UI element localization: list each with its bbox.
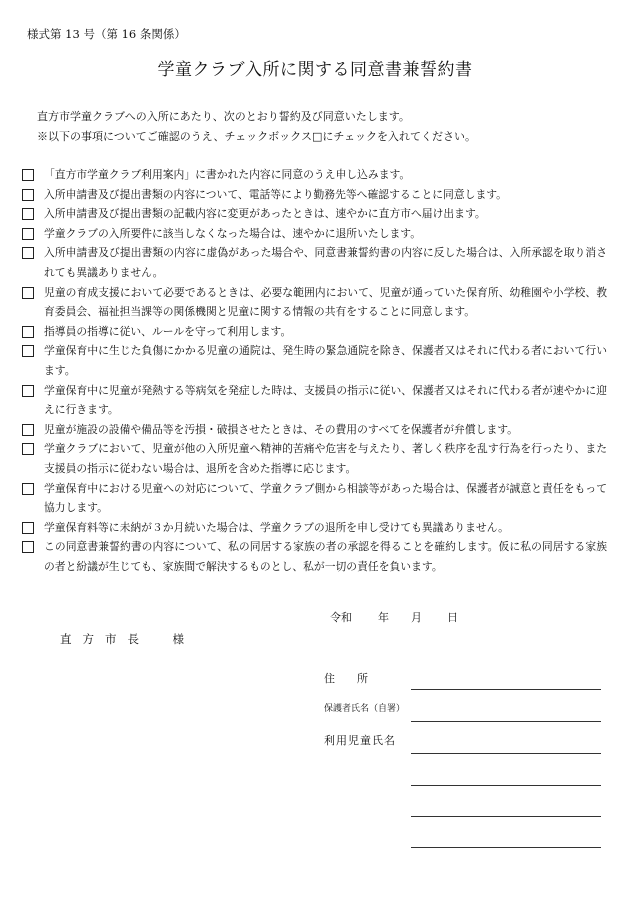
pledge-text: 学童保育中に生じた負傷にかかる児童の通院は、発生時の緊急通院を除き、保護者又はそれに代わる者において行います。: [44, 344, 607, 377]
date-month: 月: [411, 611, 422, 624]
date-line: [330, 609, 458, 625]
checkbox[interactable]: [22, 169, 34, 181]
checkbox[interactable]: [22, 443, 34, 455]
pledge-item: [22, 381, 607, 420]
pledge-item: [22, 165, 607, 185]
guardian-name-field[interactable]: [411, 721, 601, 722]
address-label: 住 所: [324, 672, 368, 685]
checkbox[interactable]: [22, 345, 34, 357]
pledge-item: [22, 185, 607, 205]
pledge-list: [22, 165, 607, 576]
date-day: 日: [447, 611, 458, 624]
pledge-item: [22, 243, 607, 282]
pledge-item: [22, 283, 607, 322]
checkbox[interactable]: [22, 483, 34, 495]
checkbox[interactable]: [22, 541, 34, 553]
intro-statement: 直方市学童クラブへの入所にあたり、次のとおり誓約及び同意いたします。: [37, 110, 410, 123]
checkbox[interactable]: [22, 189, 34, 201]
pledge-text: 指導員の指導に従い、ルールを守って利用します。: [44, 324, 292, 338]
form-number: 様式第 13 号（第 16 条関係）: [27, 27, 186, 41]
pledge-item: [22, 518, 607, 538]
pledge-text: 児童の育成支援において必要であるときは、必要な範囲内において、児童が通っていた保育所、幼稚園や小学校、教育委員会、福祉担当課等の関係機関と児童に関する情報の共有をすることに同意します。: [44, 285, 607, 319]
pledge-item: [22, 479, 607, 518]
pledge-item: [22, 322, 607, 342]
child-name-label: 利用児童氏名: [324, 734, 396, 747]
pledge-text: 学童クラブにおいて、児童が他の入所児童へ精神的苦痛や危害を与えたり、著しく秩序を乱す行為を行ったり、また支援員の指示に従わない場合は、退所を含めた指導に応じます。: [44, 442, 607, 475]
guardian-name-label: 保護者氏名（自署）: [324, 704, 406, 714]
checkbox[interactable]: [22, 385, 34, 397]
address-field[interactable]: [411, 689, 601, 690]
document-title: 学童クラブ入所に関する同意書兼誓約書: [157, 60, 473, 80]
child-name-field[interactable]: [411, 816, 601, 817]
pledge-text: 児童が施設の設備や備品等を汚損・破損させたときは、その費用のすべてを保護者が弁償します。: [44, 422, 518, 436]
pledge-item: [22, 341, 607, 380]
child-name-field[interactable]: [411, 847, 601, 848]
pledge-text: 学童クラブの入所要件に該当しなくなった場合は、速やかに退所いたします。: [44, 226, 422, 240]
pledge-item: [22, 204, 607, 224]
child-name-field[interactable]: [411, 753, 601, 754]
checkbox[interactable]: [22, 228, 34, 240]
child-name-field[interactable]: [411, 785, 601, 786]
pledge-text: 学童保育中に児童が発熱する等病気を発症した時は、支援員の指示に従い、保護者又はそれに代わる者が速やかに迎えに行きます。: [44, 383, 607, 417]
pledge-text: 入所申請書及び提出書類の内容に虚偽があった場合や、同意書兼誓約書の内容に反した場合は、入所承認を取り消されても異議ありません。: [44, 246, 607, 279]
pledge-text: 学童保育中における児童への対応について、学童クラブ側から相談等があった場合は、保護者が誠意と責任をもって協力します。: [44, 481, 607, 515]
checkbox[interactable]: [22, 247, 34, 259]
checkbox[interactable]: [22, 208, 34, 220]
checkbox[interactable]: [22, 424, 34, 436]
pledge-item: [22, 224, 607, 244]
pledge-text: 入所申請書及び提出書類の内容について、電話等により勤務先等へ確認することに同意します。: [44, 187, 507, 201]
pledge-text: この同意書兼誓約書の内容について、私の同居する家族の者の承認を得ることを確約します。仮に私の同居する家族の者と紛議が生じても、家族間で解決するものとし、私が一切の責任を負います。: [44, 540, 607, 573]
date-era: 令和: [330, 611, 352, 624]
pledge-item: [22, 439, 607, 478]
pledge-text: 学童保育料等に未納が３か月続いた場合は、学童クラブの退所を申し受けても異議ありません。: [44, 520, 509, 534]
checkbox[interactable]: [22, 522, 34, 534]
pledge-text: 入所申請書及び提出書類の記載内容に変更があったときは、速やかに直方市へ届け出ます。: [44, 207, 486, 221]
pledge-text: 「直方市学童クラブ利用案内」に書かれた内容に同意のうえ申し込みます。: [44, 168, 411, 181]
pledge-item: [22, 537, 607, 576]
addressee: 直方市長 様: [60, 632, 195, 646]
checkbox[interactable]: [22, 287, 34, 299]
checkbox[interactable]: [22, 326, 34, 338]
intro-instruction: ※以下の事項についてご確認のうえ、チェックボックス□にチェックを入れてください。: [37, 130, 477, 143]
date-year: 年: [378, 611, 389, 624]
pledge-item: [22, 420, 607, 440]
